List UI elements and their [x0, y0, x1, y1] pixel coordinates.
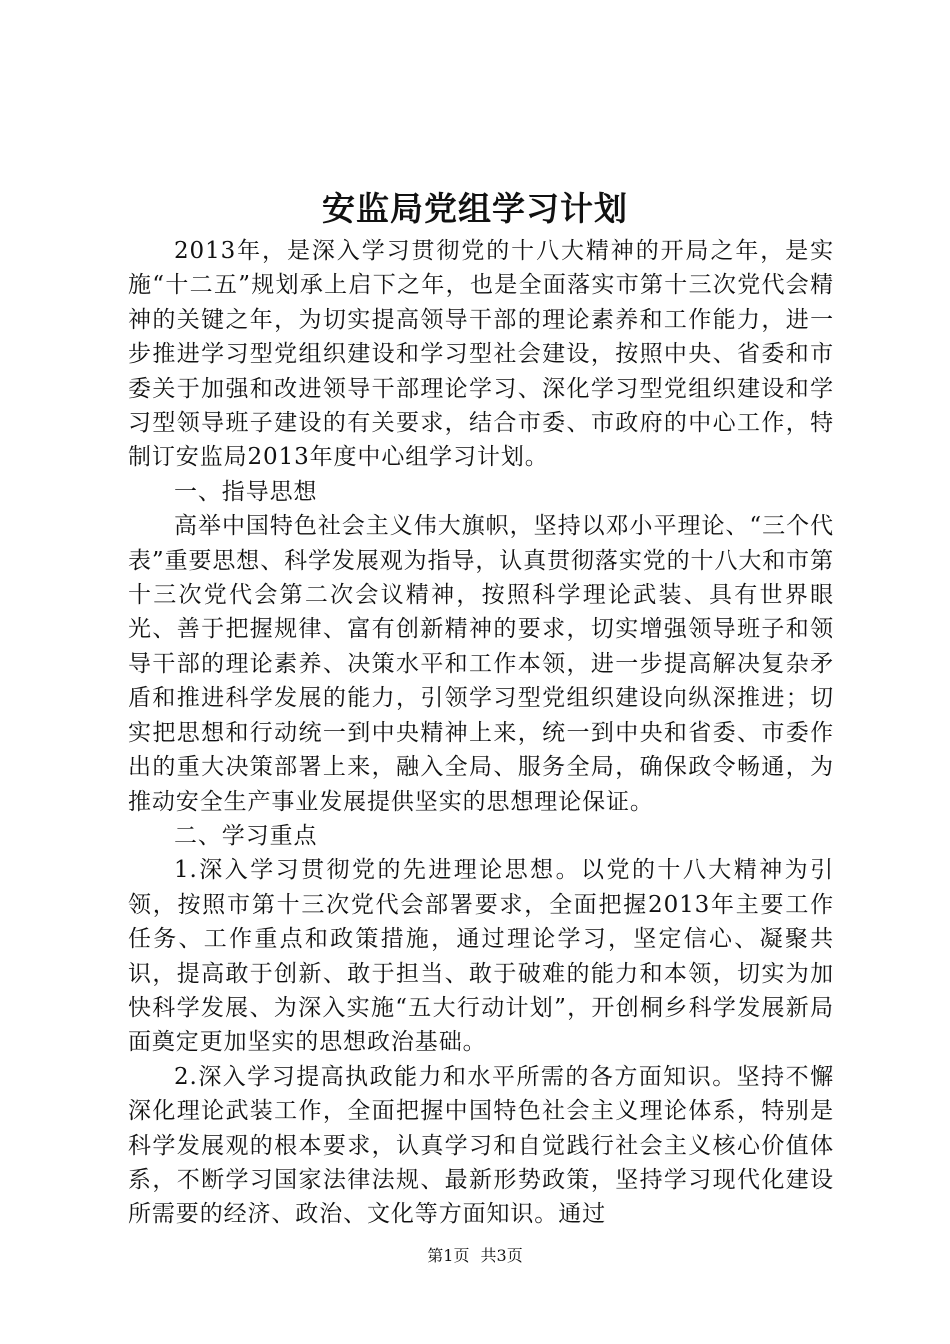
intro-paragraph: 2013年，是深入学习贯彻党的十八大精神的开局之年，是实施“十二五”规划承上启下之年，也是全面落实市第十三次党代会精神的关键之年，为切实提高领导干部的理论素养和工作能力，进一步推进学习型党组织建设和学习型社会建设，按照中央、省委和市委关于加强和改进领导干部理论学习、深化学习型党组织建设和学习型领导班子建设的有关要求，结合市委、市政府的中心工作，特制订安监局2013年度中心组学习计划。 — [128, 238, 834, 471]
study-focus-item-1: 1.深入学习贯彻党的先进理论思想。以党的十八大精神为引领，按照市第十三次党代会部署要求，全面把握2013年主要工作任务、工作重点和政策措施，通过理论学习，坚定信心、凝聚共识，提高敢于创新、敢于担当、敢于破难的能力和本领，切实为加快科学发展、为深入实施“五大行动计划”，开创桐乡科学发展新局面奠定更加坚实的思想政治基础。 — [128, 857, 834, 1056]
page-footer — [0, 1244, 950, 1268]
document-body — [128, 234, 834, 1232]
page-number: 第1页 — [427, 1246, 470, 1265]
page-total: 共3页 — [480, 1246, 523, 1265]
study-focus-item-2: 2.深入学习提高执政能力和水平所需的各方面知识。坚持不懈深化理论武装工作，全面把握中国特色社会主义理论体系，特别是科学发展观的根本要求，认真学习和自觉践行社会主义核心价值体系，不断学习国家法律法规、最新形势政策，坚持学习现代化建设所需要的经济、政治、文化等方面知识。通过 — [128, 1063, 834, 1228]
section-heading-study-focus: 二、学习重点 — [174, 822, 318, 849]
section-heading-guiding-ideology: 一、指导思想 — [174, 478, 318, 505]
guiding-ideology-paragraph: 高举中国特色社会主义伟大旗帜，坚持以邓小平理论、“三个代表”重要思想、科学发展观为指导，认真贯彻落实党的十八大和市第十三次党代会第二次会议精神，按照科学理论武装、具有世界眼光、善于把握规律、富有创新精神的要求，切实增强领导班子和领导干部的理论素养、决策水平和工作本领，进一步提高解决复杂矛盾和推进科学发展的能力，引领学习型党组织建设向纵深推进；切实把思想和行动统一到中央精神上来，统一到中央和省委、市委作出的重大决策部署上来，融入全局、服务全局，确保政令畅通，为推动安全生产事业发展提供坚实的思想理论保证。 — [128, 513, 834, 815]
page-title: 安监局党组学习计划 — [322, 189, 628, 228]
